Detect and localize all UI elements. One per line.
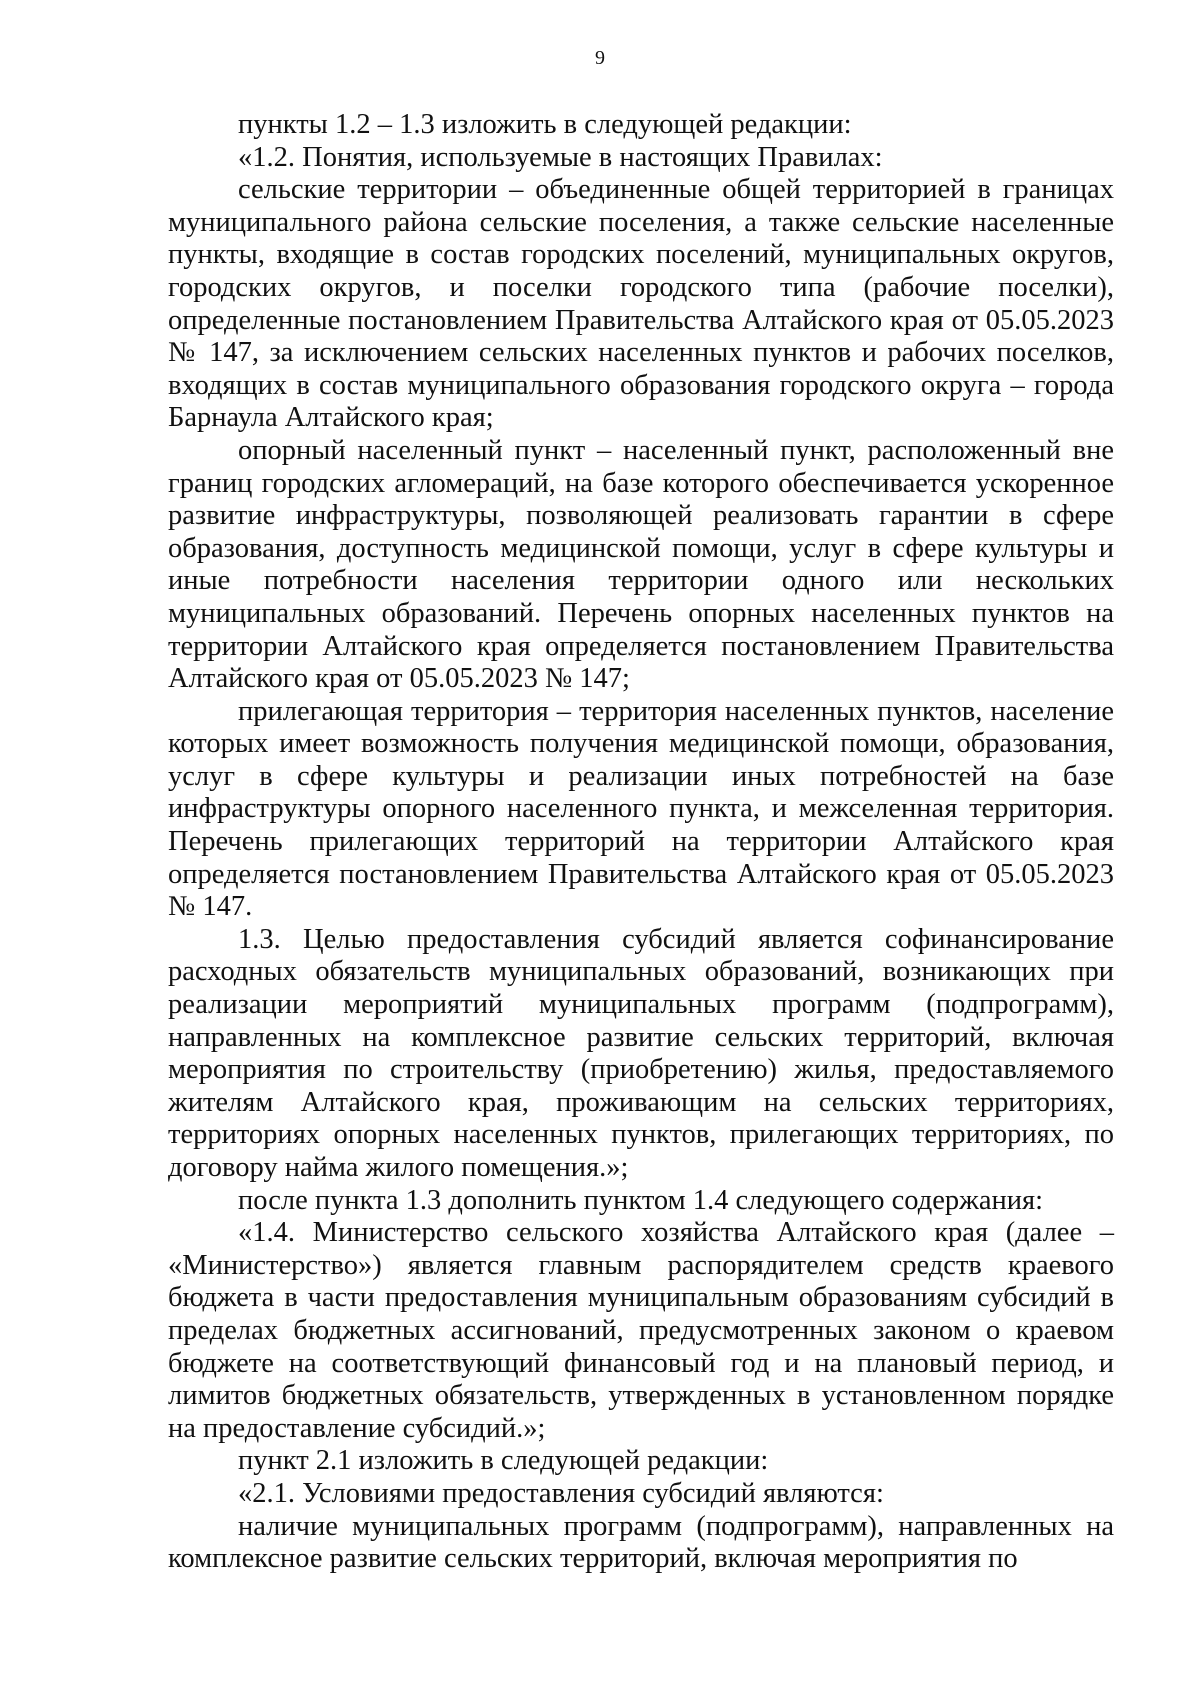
paragraph-1-4-ministry: «1.4. Министерство сельского хозяйства Алтайского края (далее – «Министерство») является главным распорядителем средств краевого бюджета в части предоставления муниципальным образованиям субсидий в пределах бюджетных ассигнований, предусмотренных законом о краевом бюджете на соответствующий финансовый год и на плановый период, и лимитов бюджетных обязательств, утвержденных в установленном порядке на предоставление субсидий.»;: [168, 1217, 1114, 1444]
paragraph-amend-1-2-1-3: пункты 1.2 – 1.3 изложить в следующей редакции:: [238, 109, 852, 140]
document-body: [168, 109, 1114, 1576]
page-number: 9: [595, 47, 605, 69]
paragraph-1-2-definitions: «1.2. Понятия, используемые в настоящих Правилах:: [238, 141, 883, 173]
paragraph-municipal-programs: наличие муниципальных программ (подпрограмм), направленных на комплексное развитие сельских территорий, включая мероприятия по: [168, 1510, 1114, 1575]
paragraph-adjacent-territory: прилегающая территория – территория населенных пунктов, население которых имеет возможность получения медицинской помощи, образования, услуг в сфере культуры и реализации иных потребностей на базе инфраструктуры опорного населенного пункта, и межселенная территория. Перечень прилегающих территорий на территории Алтайского края определяется постановлением Правительства Алтайского края от 05.05.2023 № 147.: [168, 695, 1114, 923]
paragraph-amend-2-1: пункт 2.1 изложить в следующей редакции:: [238, 1445, 769, 1477]
paragraph-add-1-4: после пункта 1.3 дополнить пунктом 1.4 следующего содержания:: [238, 1184, 1043, 1216]
paragraph-2-1-conditions: «2.1. Условиями предоставления субсидий являются:: [238, 1477, 884, 1509]
paragraph-1-3-purpose: 1.3. Целью предоставления субсидий является софинансирование расходных обязательств муниципальных образований, возникающих при реализации мероприятий муниципальных программ (подпрограмм), направленных на комплексное развитие сельских территорий, включая мероприятия по строительству (приобретению) жилья, предоставляемого жителям Алтайского края, проживающим на сельских территориях, территориях опорных населенных пунктов, прилегающих территориях, по договору найма жилого помещения.»;: [168, 923, 1114, 1183]
paragraph-rural-territories: сельские территории – объединенные общей территорией в границах муниципального района сельские поселения, а также сельские населенные пункты, входящие в состав городских поселений, муниципальных округов, городских округов, и поселки городского типа (рабочие поселки), определенные постановлением Правительства Алтайского края от 05.05.2023 № 147, за исключением сельских населенных пунктов и рабочих поселков, входящих в состав муниципального образования городского округа – города Барнаула Алтайского края;: [168, 174, 1114, 434]
paragraph-core-settlement: опорный населенный пункт – населенный пункт, расположенный вне границ городских агломераций, на базе которого обеспечивается ускоренное развитие инфраструктуры, позволяющей реализовать гарантии в сфере образования, доступность медицинской помощи, услуг в сфере культуры и иные потребности населения территории одного или нескольких муниципальных образований. Перечень опорных населенных пунктов на территории Алтайского края определяется постановлением Правительства Алтайского края от 05.05.2023 № 147;: [168, 434, 1114, 695]
